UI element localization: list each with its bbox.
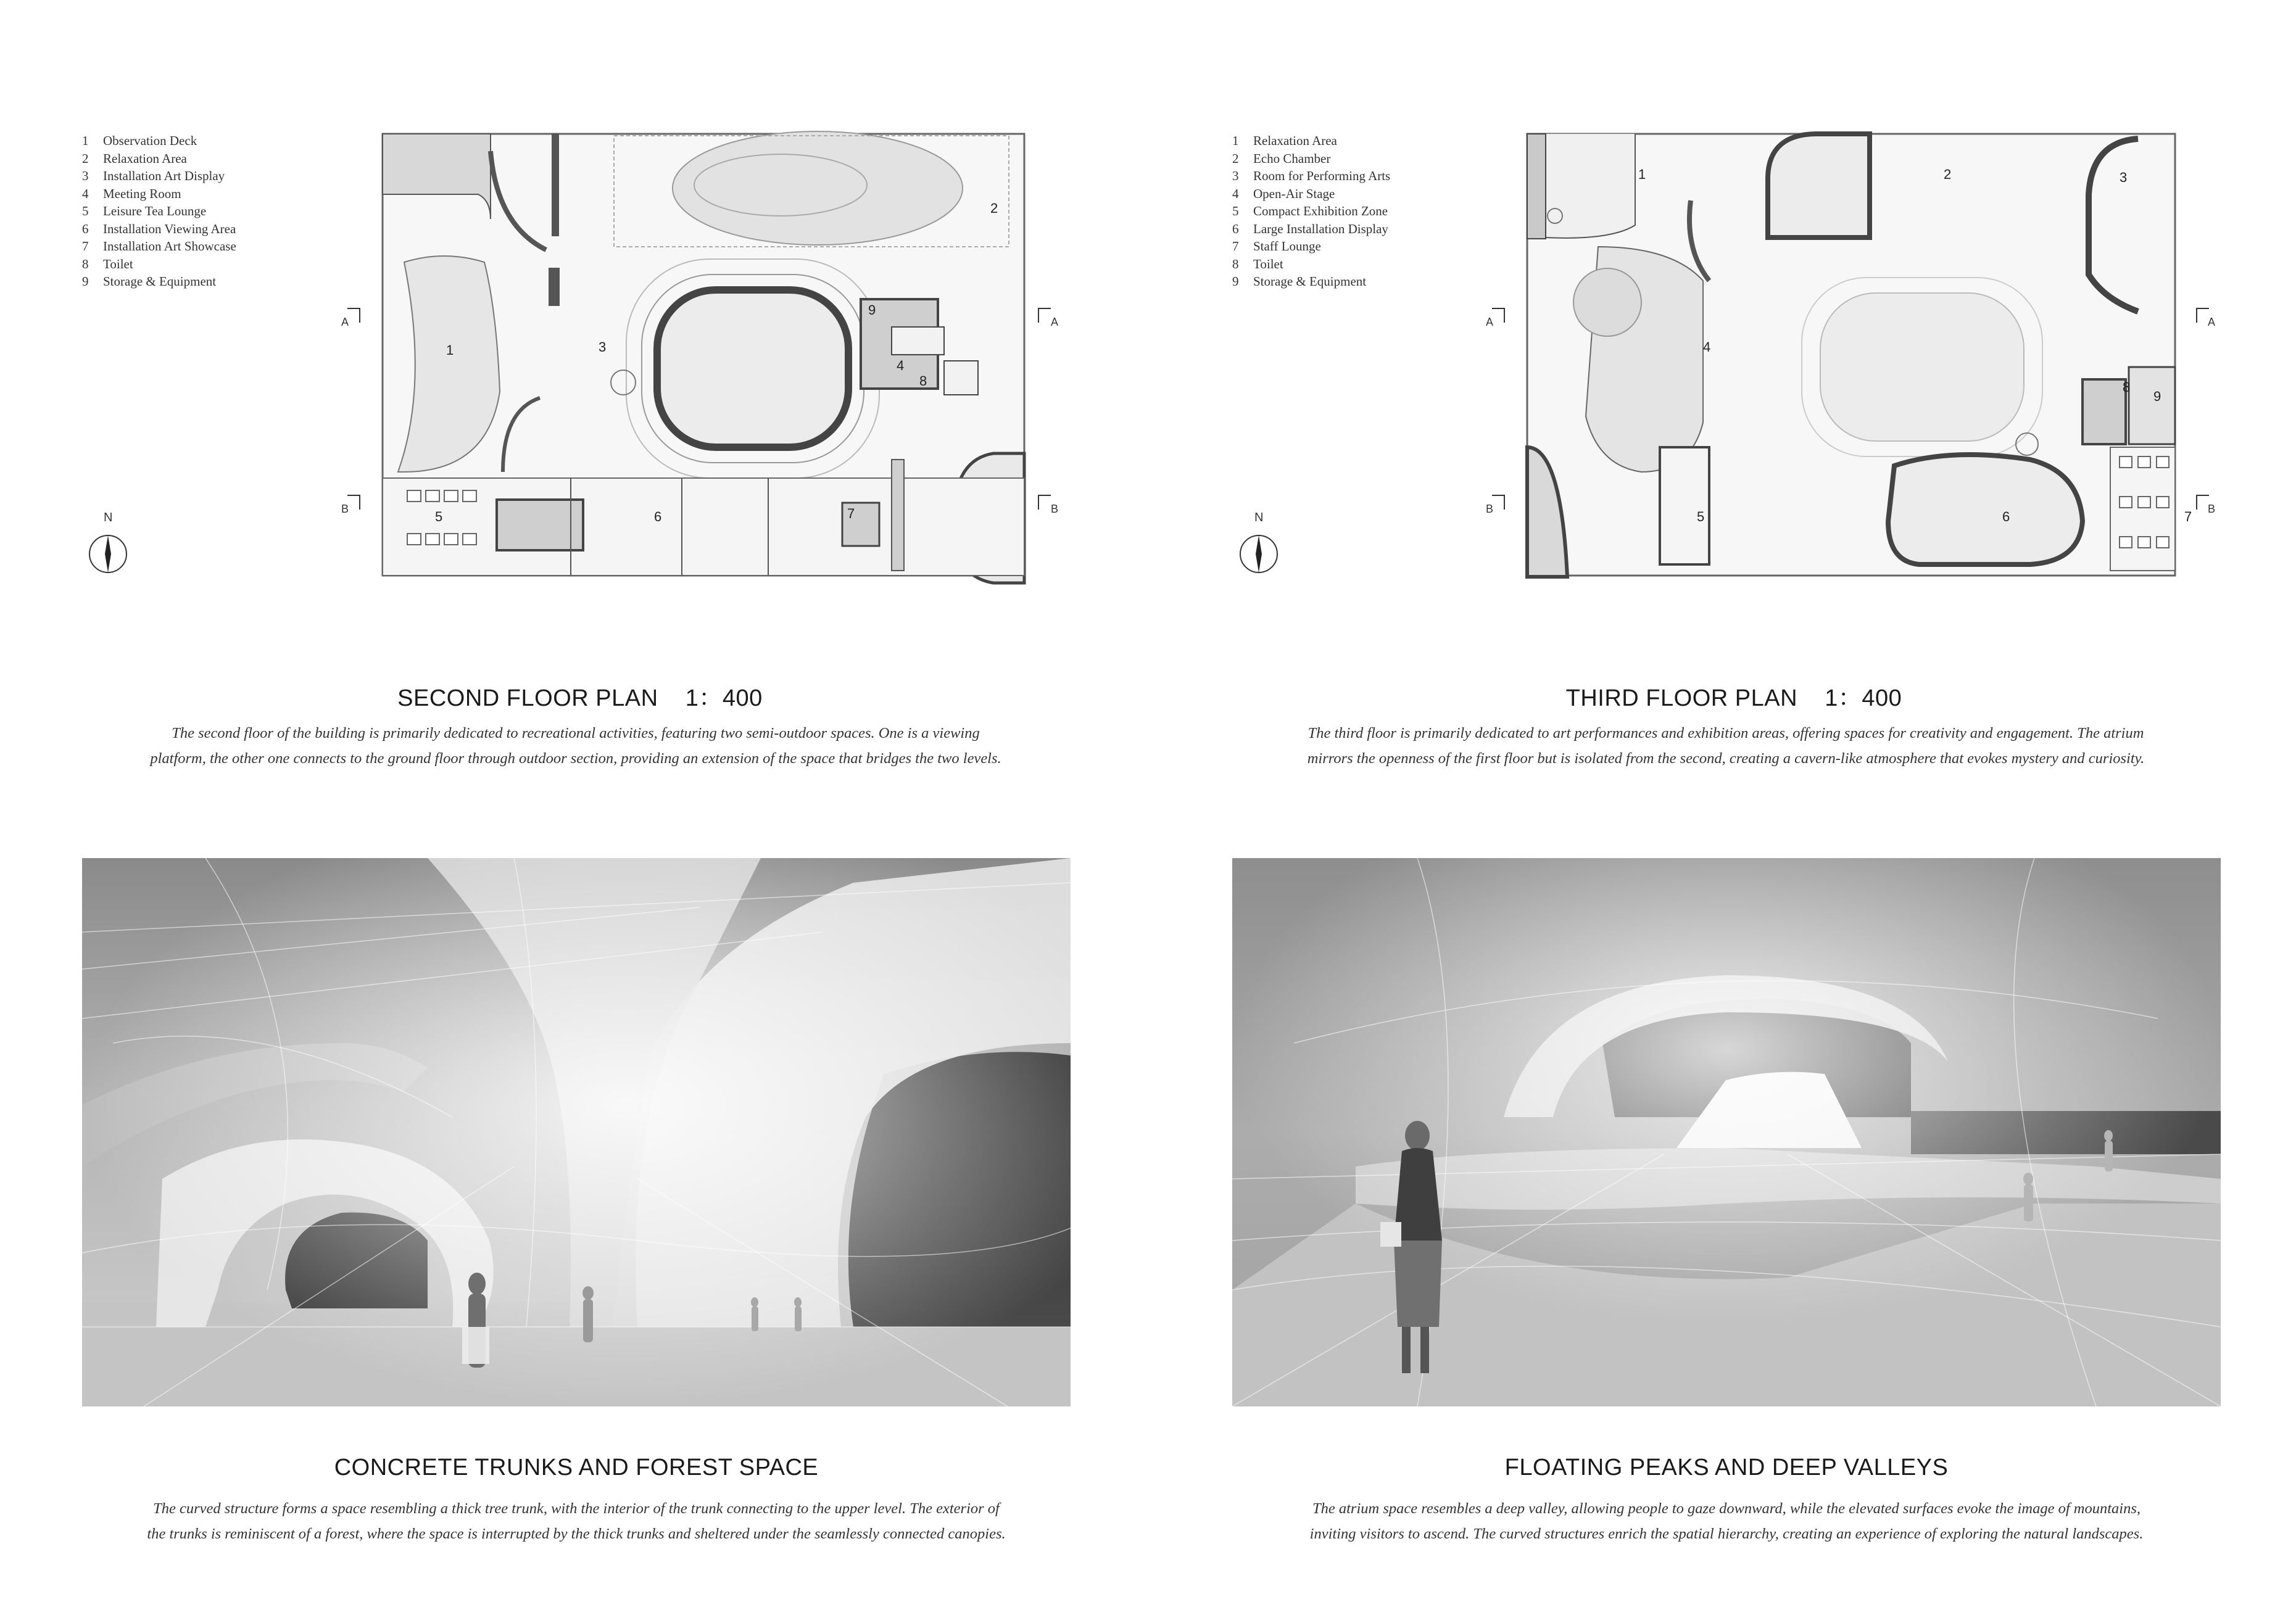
- section-mark-b: B: [2208, 503, 2216, 515]
- plan-scale: 1：400: [1825, 685, 1902, 711]
- svg-text:7: 7: [2184, 509, 2192, 524]
- legend-item: 4 Open-Air Stage: [1232, 186, 1335, 201]
- svg-text:8: 8: [2123, 379, 2131, 395]
- svg-text:9: 9: [868, 302, 876, 318]
- render-left-title: CONCRETE TRUNKS AND FOREST SPACE: [334, 1455, 819, 1481]
- svg-text:N: N: [1254, 511, 1264, 524]
- section-mark-b: B: [1486, 503, 1494, 515]
- legend-item: 5 Compact Exhibition Zone: [1232, 204, 1388, 218]
- legend-item: 3 Installation Art Display: [82, 168, 225, 183]
- svg-text:N: N: [104, 511, 113, 524]
- legend-item: 2 Echo Chamber: [1232, 151, 1331, 166]
- legend-item: 2 Relaxation Area: [82, 151, 187, 166]
- render-right-caption: The atrium space resembles a deep valley, allowing people to gaze downward, while the elevated surfaces evoke the image of mountains, inviting visitors to ascend. The curved structures enrich the spatial hierarchy, creating an experience of exploring the natural landscapes.: [1309, 1500, 2144, 1542]
- legend-item: 1 Observation Deck: [82, 133, 197, 148]
- legend-item: 5 Leisure Tea Lounge: [82, 204, 207, 218]
- second-floor-caption: The second floor of the building is primarily dedicated to recreational activities, featuring two semi-outdoor spaces. One is a viewing platform, the other one connects to the ground floor through outdoor section, providing an extension of the space that bridges the two levels.: [150, 725, 1001, 767]
- render-concrete-trunks: [82, 858, 1071, 1406]
- render-left-caption: The curved structure forms a space resembling a thick tree trunk, with the interior of the trunk connecting to the upper level. The exterior of the trunks is reminiscent of a forest, where the space is interrupted by the thick trunks and sheltered under the seamlessly connected canopies.: [147, 1500, 1006, 1542]
- second-floor-legend: [82, 132, 341, 291]
- svg-text:5: 5: [1697, 509, 1705, 524]
- legend-item: 9 Storage & Equipment: [1232, 274, 1367, 289]
- svg-text:9: 9: [2153, 389, 2161, 404]
- third-floor-title: THIRD FLOOR PLAN 1：400: [1565, 685, 1902, 711]
- section-mark-a: A: [1486, 316, 1494, 328]
- svg-text:2: 2: [990, 200, 998, 216]
- legend-item: 8 Toilet: [82, 256, 133, 271]
- section-mark-b: B: [1051, 503, 1059, 515]
- second-floor-title: SECOND FLOOR PLAN 1：400: [397, 685, 763, 711]
- legend-item: 1 Relaxation Area: [1232, 133, 1337, 148]
- section-mark-a: A: [341, 316, 349, 328]
- svg-text:3: 3: [2120, 170, 2128, 185]
- second-floor-plan: [336, 126, 1064, 595]
- legend-item: 6 Installation Viewing Area: [82, 221, 236, 236]
- render-floating-peaks: [1232, 858, 2221, 1406]
- svg-text:1: 1: [1638, 167, 1646, 182]
- plan-scale: 1：400: [685, 685, 763, 711]
- svg-text:4: 4: [897, 358, 905, 373]
- section-mark-a: A: [1051, 316, 1059, 328]
- svg-text:7: 7: [847, 506, 855, 521]
- north-arrow-icon: [1237, 509, 1280, 580]
- third-floor-plan: [1487, 126, 2215, 595]
- legend-item: 8 Toilet: [1232, 256, 1283, 271]
- legend-item: 4 Meeting Room: [82, 186, 181, 201]
- svg-text:8: 8: [919, 373, 927, 389]
- legend-item: 9 Storage & Equipment: [82, 274, 217, 289]
- legend-item: 7 Installation Art Showcase: [82, 239, 236, 254]
- legend-item: 7 Staff Lounge: [1232, 239, 1321, 254]
- svg-text:5: 5: [435, 509, 443, 524]
- svg-text:6: 6: [654, 509, 662, 524]
- render-right-title: FLOATING PEAKS AND DEEP VALLEYS: [1504, 1455, 1949, 1481]
- legend-item: 3 Room for Performing Arts: [1232, 168, 1391, 183]
- third-floor-caption: The third floor is primarily dedicated to art performances and exhibition areas, offering spaces for creativity and engagement. The atrium mirrors the openness of the first floor but is isolated from the second, creating a cavern-like atmosphere that evokes mystery and curiosity.: [1307, 725, 2145, 767]
- section-mark-b: B: [341, 503, 349, 515]
- north-arrow-icon: [86, 509, 130, 580]
- svg-text:4: 4: [1703, 339, 1711, 355]
- svg-text:2: 2: [1944, 167, 1952, 182]
- third-floor-legend: [1232, 132, 1491, 291]
- legend-item: 6 Large Installation Display: [1232, 221, 1388, 236]
- svg-text:6: 6: [2002, 509, 2010, 524]
- svg-text:3: 3: [599, 339, 607, 355]
- svg-text:1: 1: [446, 342, 454, 358]
- section-mark-a: A: [2208, 316, 2216, 328]
